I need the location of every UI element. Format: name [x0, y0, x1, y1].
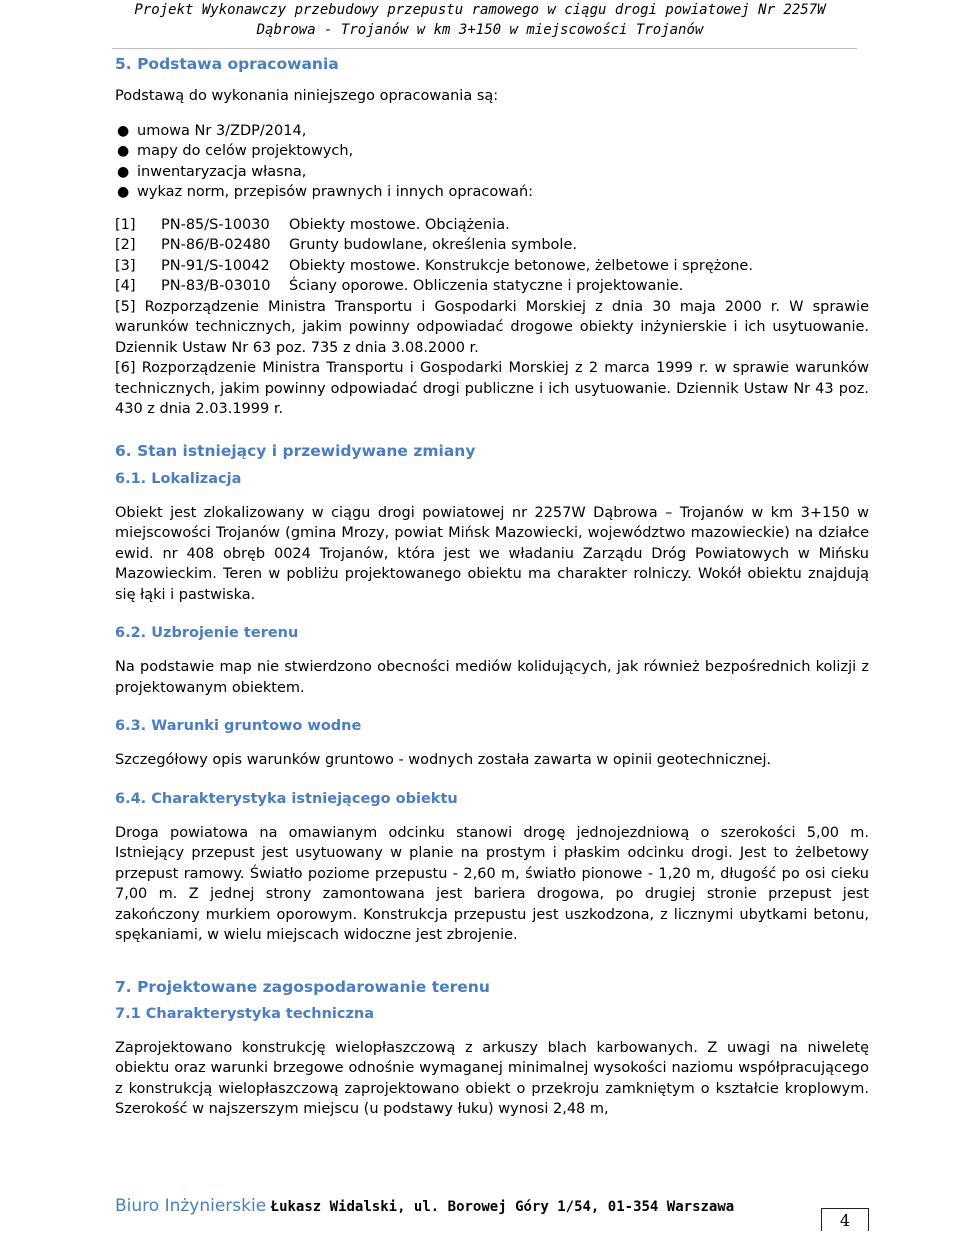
footer-firm: Biuro Inżynierskie: [115, 1196, 267, 1216]
reference-6: [6] Rozporządzenie Ministra Transportu i Gospodarki Morskiej z 2 marca 1999 r. w sprawie warunków technicznych, jakim powinny odpowiadać drogi publiczne i ich usytuowanie. Dziennik Ustaw Nr 43 poz. 430 z dnia 2.03.1999 r.: [115, 360, 869, 417]
footer-address: Łukasz Widalski, ul. Borowej Góry 1/54, 01-354 Warszawa: [270, 1199, 735, 1215]
section-6-1-title: 6.1. Lokalizacja: [115, 470, 242, 487]
section-6-3-title: 6.3. Warunki gruntowo wodne: [115, 718, 362, 734]
document-body: [115, 53, 869, 1120]
header-line-2: Dąbrowa - Trojanów w km 3+150 w miejscowości Trojanów: [256, 22, 704, 38]
section-6-2-text: Na podstawie map nie stwierdzono obecności mediów kolidujących, jak również bezpośrednich kolizji z projektowanym obiektem.: [115, 659, 869, 696]
section-7-title: 7. Projektowane zagospodarowanie terenu: [115, 977, 490, 996]
bullet-icon: ●: [117, 143, 130, 159]
section-7-1-text: Zaprojektowano konstrukcję wielopłaszczową z arkuszy blach karbowanych. Z uwagi na niweletę obiektu oraz warunki brzegowe odnośnie wymaganej minimalnej wysokości naziomu współpracującego z konstrukcją wielopłaszczową zaprojektowano obiekt o przekroju zamkniętym o kształcie kroplowym. Szerokość w najszerszym miejscu (u podstawy łuku) wynosi 2,48 m,: [115, 1039, 869, 1117]
bullet-icon: ●: [117, 122, 130, 139]
source-list: [115, 121, 869, 203]
section-6-4-text: Droga powiatowa na omawianym odcinku stanowi drogę jednojezdniową o szerokości 5,00 m. Istniejący przepust jest usytuowany w planie na prostym i płaskim odcinku drogi. Jest to żelbetowy przepust ramowy. Światło poziome przepustu - 2,60 m, światło pionowe - 1,20 m, długość po osi cieku 7,00 m. Z jednej strony zamontowana jest bariera drogowa, po drugiej stronie przepust jest zakończony murkiem oporowym. Konstrukcja przepustu jest uszkodzona, z licznymi ubytkami betonu, spękaniami, w wielu miejscach widoczne jest zbrojenie.: [115, 824, 869, 943]
header-divider: [112, 48, 857, 49]
reference-item: [3] PN-91/S-10042 Obiekty mostowe. Konstrukcje betonowe, żelbetowe i sprężone.: [115, 257, 753, 274]
section-6-1-text: Obiekt jest zlokalizowany w ciągu drogi powiatowej nr 2257W Dąbrowa – Trojanów w km 3+150 w miejscowości Trojanów (gmina Mrozy, powiat Mińsk Mazowiecki, województwo mazowieckie) na działce ewid. nr 408 obręb 0024 Trojanów, która jest we władaniu Zarządu Dróg Powiatowych w Mińsku Mazowieckim. Teren w pobliżu projektowanego obiektu ma charakter rolniczy. Wokół obiektu znajdują się łąki i pastwiska.: [115, 504, 869, 603]
bullet-icon: ●: [117, 163, 130, 180]
section-5-title: 5. Podstawa opracowania: [115, 55, 339, 73]
list-item: ● mapy do celów projektowych,: [115, 141, 869, 162]
section-6-4-title: 6.4. Charakterystyka istniejącego obiektu: [115, 790, 458, 807]
list-item: ● umowa Nr 3/ZDP/2014,: [115, 121, 869, 142]
header-line-1: Projekt Wykonawczy przebudowy przepustu ramowego w ciągu drogi powiatowej Nr 2257W: [134, 2, 826, 18]
section-6-2-title: 6.2. Uzbrojenie terenu: [115, 625, 299, 641]
reference-5: [5] Rozporządzenie Ministra Transportu i Gospodarki Morskiej z dnia 30 maja 2000 r. W sprawie warunków technicznych, jakim powinny odpowiadać drogowe obiekty inżynierskie i ich usytuowanie. Dziennik Ustaw Nr 63 poz. 735 z dnia 3.08.2000 r.: [115, 298, 869, 356]
section-6-3-text: Szczegółowy opis warunków gruntowo - wodnych została zawarta w opinii geotechnicznej.: [115, 752, 772, 768]
list-item: ● wykaz norm, przepisów prawnych i innych opracowań:: [115, 182, 869, 203]
reference-item: [1] PN-85/S-10030 Obiekty mostowe. Obciążenia.: [115, 216, 510, 233]
reference-item: [2] PN-86/B-02480 Grunty budowlane, określenia symbole.: [115, 237, 577, 253]
section-6-title: 6. Stan istniejący i przewidywane zmiany: [115, 441, 476, 460]
list-item: ● inwentaryzacja własna,: [115, 162, 869, 183]
page-footer: [115, 1196, 734, 1216]
page-header: [0, 0, 960, 40]
reference-item: [4] PN-83/B-03010 Ściany oporowe. Obliczenia statyczne i projektowanie.: [115, 278, 684, 294]
bullet-icon: ●: [117, 184, 130, 200]
section-5-intro: Podstawą do wykonania niniejszego opracowania są:: [115, 88, 499, 104]
norms-list: [115, 215, 869, 297]
section-7-1-title: 7.1 Charakterystyka techniczna: [115, 1005, 375, 1022]
page-number: 4: [821, 1208, 869, 1231]
